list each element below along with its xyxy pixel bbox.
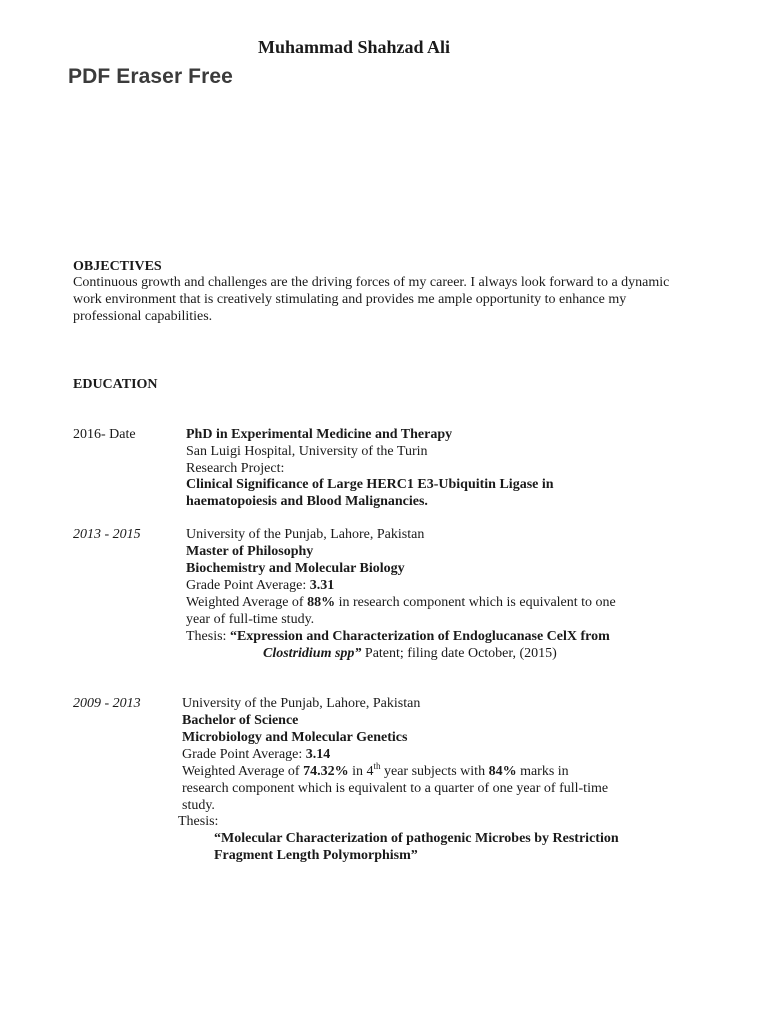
entry-institution: San Luigi Hospital, University of the Turin (186, 444, 428, 459)
entry-degree: Bachelor of Science (182, 713, 299, 728)
entry-institution: University of the Punjab, Lahore, Pakistan (182, 696, 421, 711)
gpa-value: 3.31 (309, 578, 335, 593)
weighted-value: 88% (307, 595, 336, 610)
education-heading: EDUCATION (73, 377, 158, 392)
entry-weighted-average: Weighted Average of 88% in research component which is equivalent to one (186, 595, 616, 610)
entry-weighted-average-cont: research component which is equivalent to a quarter of one year of full-time (182, 781, 609, 796)
entry-field: Microbiology and Molecular Genetics (182, 730, 408, 745)
entry-thesis: Thesis: “Expression and Characterization of Endoglucanase CelX from (186, 629, 610, 644)
resume-name: Muhammad Shahzad Ali (257, 37, 451, 57)
entry-project-label: Research Project: (186, 461, 285, 476)
entry-project-title: Clinical Significance of Large HERC1 E3-Ubiquitin Ligase in (186, 477, 554, 492)
entry-date: 2009 - 2013 (73, 696, 141, 711)
entry-institution: University of the Punjab, Lahore, Pakistan (186, 527, 425, 542)
objectives-heading: OBJECTIVES (73, 259, 162, 274)
entry-field: Biochemistry and Molecular Biology (186, 561, 405, 576)
thesis-title: “Molecular Characterization of pathogenic Microbes by Restriction (214, 831, 619, 846)
entry-degree: PhD in Experimental Medicine and Therapy (186, 427, 453, 442)
entry-thesis-label: Thesis: (178, 814, 219, 829)
entry-gpa: Grade Point Average: 3.31 (186, 578, 335, 593)
thesis-title-cont: Fragment Length Polymorphism” (214, 848, 418, 863)
entry-weighted-average-end: study. (182, 798, 215, 813)
entry-date: 2016- Date (73, 427, 136, 442)
thesis-title: “Expression and Characterization of Endoglucanase CelX from (229, 629, 610, 644)
objectives-text: Continuous growth and challenges are the driving forces of my career. I always look forward to a dynamic work environment that is creatively stimulating and provides me ample opportunity to enhance my professional capabilities. (73, 275, 670, 324)
entry-thesis-cont (263, 645, 557, 662)
entry-weighted-average: Weighted Average of 74.32% in 4th year subjects with 84% marks in (182, 761, 569, 779)
watermark-text: PDF Eraser Free (68, 65, 233, 88)
weighted-value: 74.32% (303, 764, 349, 779)
entry-degree: Master of Philosophy (186, 544, 314, 559)
thesis-note: Patent; filing date October, (2015) (361, 646, 557, 661)
thesis-organism: Clostridium spp” (263, 646, 362, 661)
entry-gpa: Grade Point Average: 3.14 (182, 747, 331, 762)
entry-project-title-cont: haematopoiesis and Blood Malignancies. (186, 494, 428, 509)
research-marks-value: 84% (488, 764, 517, 779)
entry-date: 2013 - 2015 (73, 527, 141, 542)
gpa-value: 3.14 (305, 747, 331, 762)
entry-weighted-average-cont: year of full-time study. (186, 612, 315, 627)
